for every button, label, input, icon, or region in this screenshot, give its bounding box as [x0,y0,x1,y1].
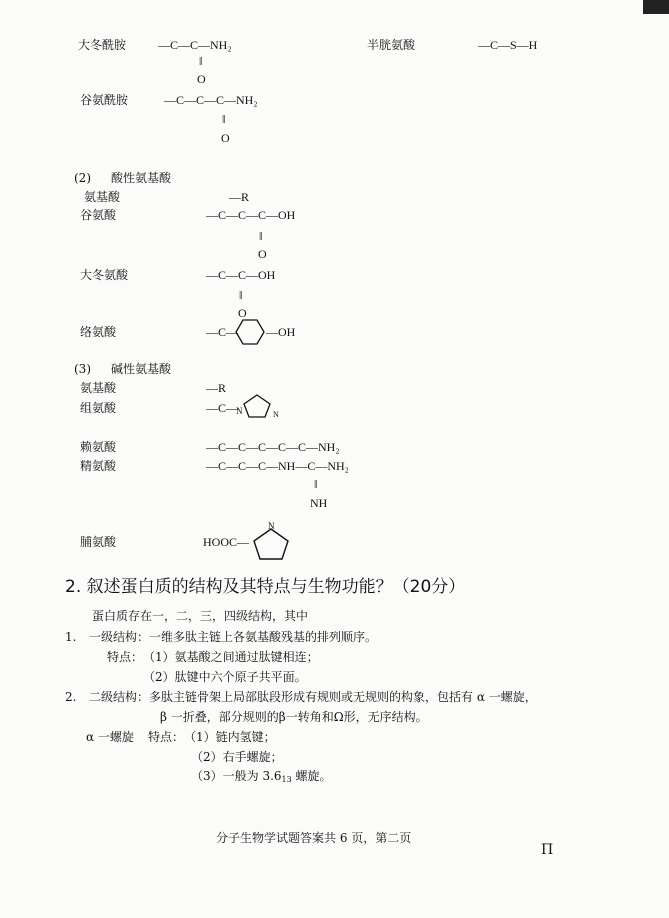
acidic-amino-label: 氨基酸 [84,190,121,204]
pyrrolidine-ring-icon [252,527,290,561]
asparagine-double-bond: ‖ [199,54,203,68]
glutamate-double-bond: ‖ [259,229,263,243]
glutamine-double-bond: ‖ [222,112,226,126]
histidine-n2: N [273,410,279,419]
acidic-heading: 酸性氨基酸 [111,171,172,185]
cysteine-name: 半胱氨酸 [367,38,416,52]
scan-dark-corner [643,0,669,14]
arginine-name: 精氨酸 [80,459,117,473]
cysteine-chain: —C—S—H [478,38,538,52]
arginine-chain: —C—C—C—NH—C—NH₂ [206,459,349,473]
histidine-prefix: —C— [206,401,239,415]
aspartate-oxygen: O [238,306,247,320]
helix-feature-2: （2）右手螺旋； [191,750,283,764]
asparagine-oxygen: O [197,72,206,86]
helix-feature-1: （1）链内氢键； [184,730,276,744]
glutamate-chain: —C—C—C—OH [206,208,296,222]
glutamine-name: 谷氨酰胺 [80,93,129,107]
tyrosine-suffix: —OH [266,325,296,339]
asparagine-name: 大冬酰胺 [78,38,127,52]
alpha-helix-label: α 一螺旋 [86,730,134,744]
primary-feature-1: （1）氨基酸之间通过肽键相连； [143,650,319,664]
footer-page-info: 分子生物学试题答案共 6 页，第二页 [216,831,412,845]
histidine-n1: N [236,406,243,416]
glutamine-chain: —C—C—C—NH₂ [164,93,258,107]
lysine-name: 赖氨酸 [80,440,117,454]
tyrosine-prefix: —C— [206,325,239,339]
question-intro: 蛋白质存在一，二，三，四级结构，其中 [92,609,309,623]
basic-heading: 碱性氨基酸 [111,362,172,376]
glutamate-oxygen: O [258,247,267,261]
aspartate-double-bond: ‖ [239,288,243,302]
primary-feature-label: 特点： [107,650,144,664]
proline-prefix: HOOC— [203,535,250,549]
benzene-ring-icon [235,317,265,347]
page-mark: Π [541,842,554,858]
secondary-number: 2. [65,690,77,704]
arginine-nh: NH [310,496,328,510]
histidine-name: 组氨酸 [80,401,117,415]
lysine-chain: —C—C—C—C—C—NH₂ [206,440,340,454]
aspartate-chain: —C—C—OH [206,268,276,282]
question-title: 2. 叙述蛋白质的结构及其特点与生物功能？（20分） [65,577,466,597]
secondary-structure-line-2: β 一折叠，部分规则的β一转角和Ω形，无序结构。 [160,710,428,724]
glutamate-name: 谷氨酸 [80,208,117,222]
helix-feature-label: 特点： [148,730,185,744]
basic-r-group: —R [206,381,227,395]
primary-feature-2: （2）肽键中六个原子共平面。 [143,670,307,684]
helix-feature-3: （3）一般为 $3.6_{13}$ 螺旋。 [191,769,332,784]
asparagine-chain: —C—C—NH₂ [158,38,232,52]
imidazole-ring-icon [242,393,272,419]
tyrosine-name: 络氨酸 [80,325,117,339]
proline-n: N [268,521,275,531]
acidic-r-group: —R [229,190,250,204]
aspartate-name: 大冬氨酸 [80,268,129,282]
primary-structure-text: 一级结构：一维多肽主链上各氨基酸残基的排列顺序。 [89,630,378,644]
basic-heading-number: (3) [74,362,91,376]
secondary-structure-line-1: 二级结构：多肽主链骨架上局部肽段形成有规则或无规则的构象，包括有 α 一螺旋， [89,690,537,704]
arginine-double-bond: ‖ [314,477,318,491]
basic-amino-label: 氨基酸 [80,381,117,395]
glutamine-oxygen: O [221,131,230,145]
acidic-heading-number: (2) [74,171,91,185]
proline-name: 脯氨酸 [80,535,117,549]
primary-number: 1. [65,630,77,644]
